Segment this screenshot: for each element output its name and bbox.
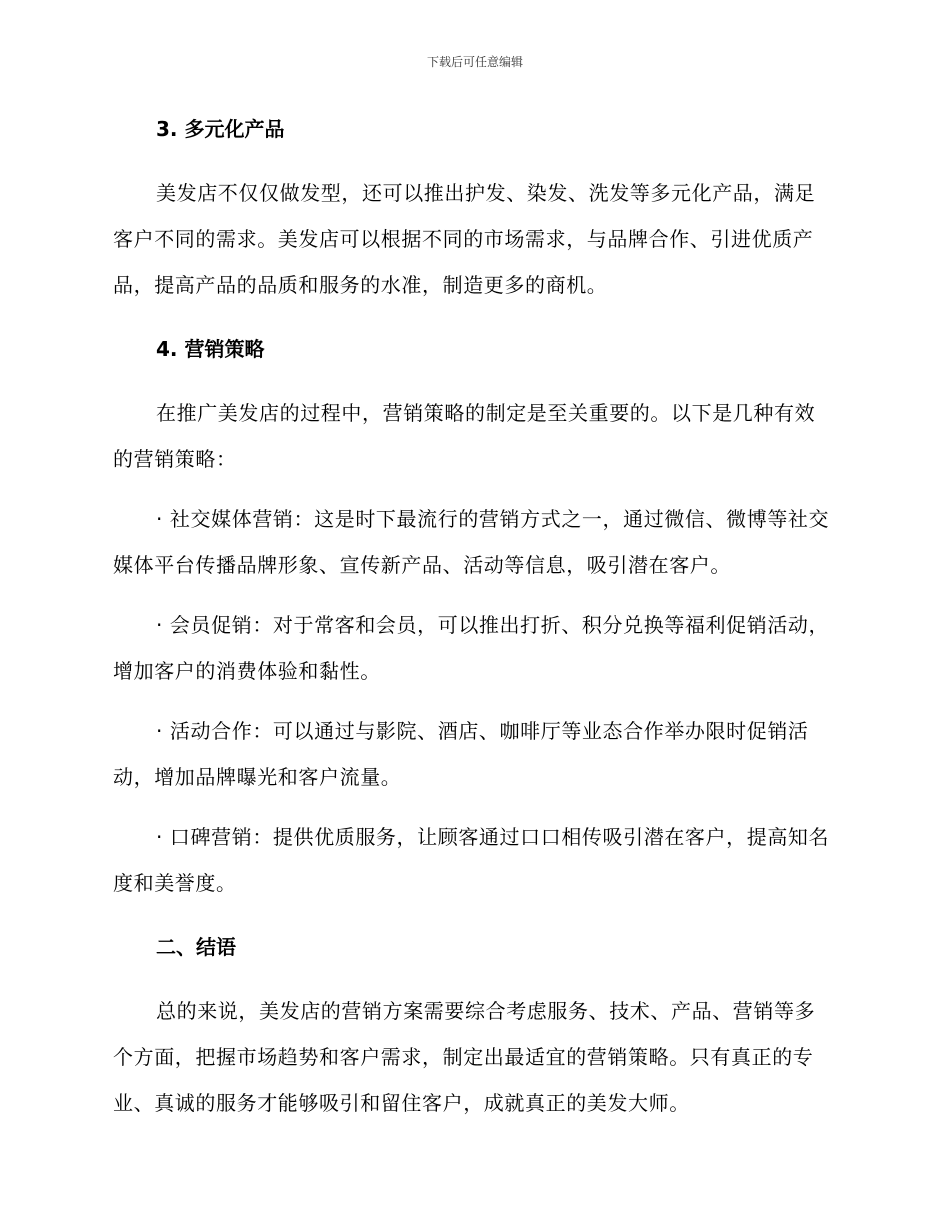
section-heading-diversified-products: 3. 多元化产品	[156, 117, 285, 141]
paragraph-marketing-intro: 在推广美发店的过程中，营销策略的制定是至关重要的。以下是几种有效的营销策略：	[113, 401, 816, 471]
section-heading-conclusion: 二、结语	[156, 935, 236, 959]
paragraph-diversified-products: 美发店不仅仅做发型，还可以推出护发、染发、洗发等多元化产品，满足客户不同的需求。美发店可以根据不同的市场需求，与品牌合作、引进优质产品，提高产品的品质和服务的水准，制造更多的商机。	[113, 181, 816, 297]
bullet-word-of-mouth: · 口碑营销：提供优质服务，让顾客通过口口相传吸引潜在客户，提高知名度和美誉度。	[113, 825, 830, 895]
paragraph-conclusion: 总的来说，美发店的营销方案需要综合考虑服务、技术、产品、营销等多个方面，把握市场趋势和客户需求，制定出最适宜的营销策略。只有真正的专业、真诚的服务才能够吸引和留住客户，成就真正的美发大师。	[113, 999, 816, 1115]
bullet-member-promotion: · 会员促销：对于常客和会员，可以推出打折、积分兑换等福利促销活动，增加客户的消费体验和黏性。	[113, 613, 830, 683]
document-body	[113, 112, 833, 1126]
section-heading-marketing-strategy: 4. 营销策略	[156, 337, 265, 361]
bullet-social-media-marketing: · 社交媒体营销：这是时下最流行的营销方式之一，通过微信、微博等社交媒体平台传播品牌形象、宣传新产品、活动等信息，吸引潜在客户。	[113, 507, 830, 577]
bullet-event-cooperation: · 活动合作：可以通过与影院、酒店、咖啡厅等业态合作举办限时促销活动，增加品牌曝光和客户流量。	[113, 719, 809, 789]
header-note: 下载后可任意编辑	[426, 55, 523, 69]
